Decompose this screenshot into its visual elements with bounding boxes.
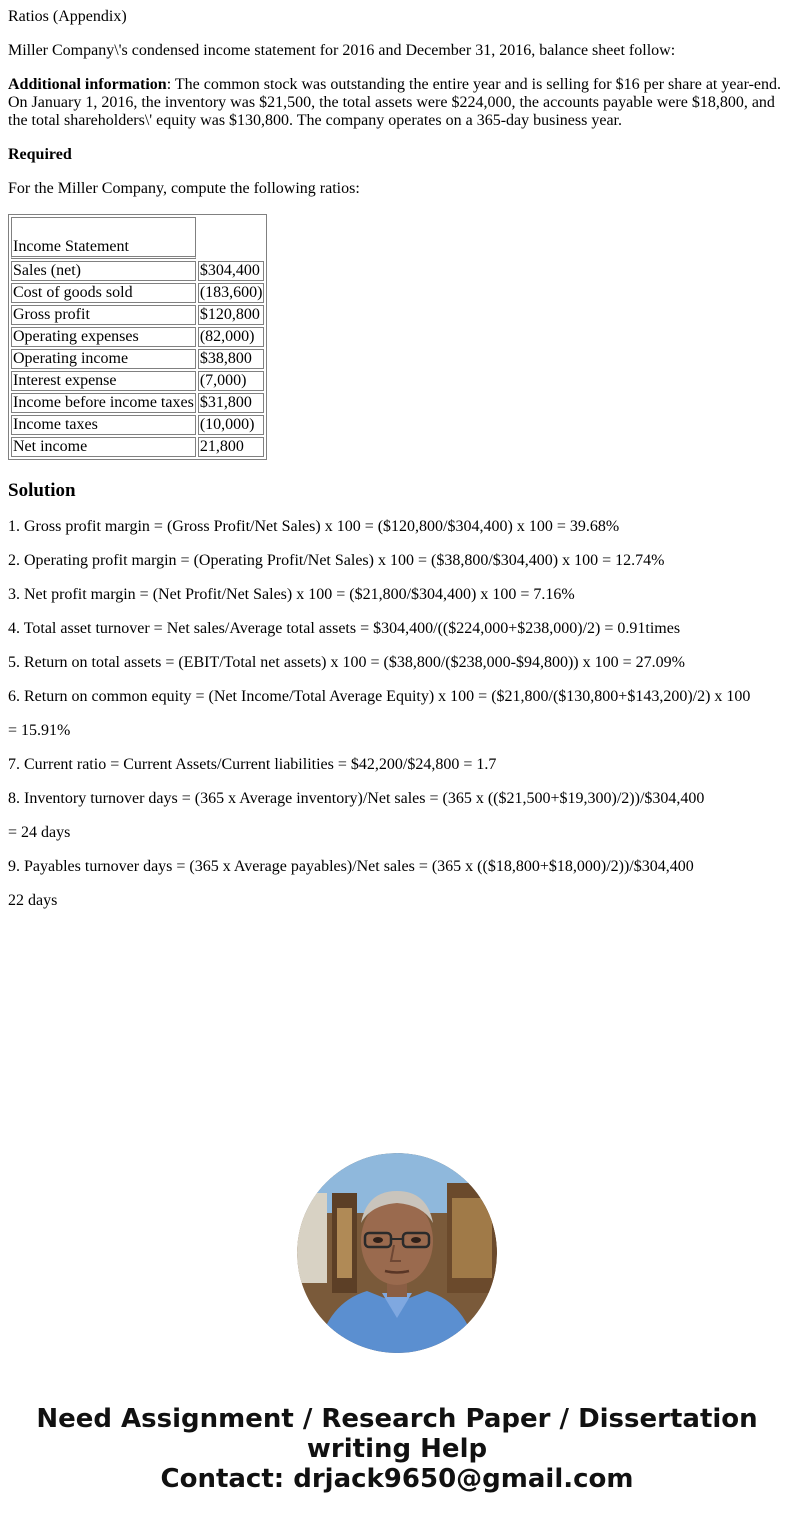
portrait-image [297, 1153, 497, 1353]
solution-line: 8. Inventory turnover days = (365 x Average inventory)/Net sales = (365 x (($21,500+$19,300)/2))/$304,400 [8, 790, 705, 807]
row-value: $304,400 [198, 261, 265, 281]
solution-line: 7. Current ratio = Current Assets/Current liabilities = $42,200/$24,800 = 1.7 [8, 756, 497, 773]
table-row [11, 261, 264, 281]
row-value: (82,000) [198, 327, 265, 347]
row-label: Operating income [11, 349, 196, 369]
page-title: Ratios (Appendix) [8, 8, 127, 25]
banner-line-1: Need Assignment / Research Paper / Dissertation [36, 1404, 758, 1434]
table-row [11, 349, 264, 369]
table-header: Income Statement [11, 217, 196, 259]
table-row [11, 327, 264, 347]
row-value: 21,800 [198, 437, 265, 457]
solution-line: 4. Total asset turnover = Net sales/Average total assets = $304,400/(($224,000+$238,000)/2) = 0.91times [8, 620, 681, 637]
row-value: (7,000) [198, 371, 265, 391]
row-label: Income before income taxes [13, 394, 194, 411]
tutor-photo [297, 1153, 497, 1353]
income-statement-table [8, 214, 267, 460]
row-value: $31,800 [198, 393, 265, 413]
document-body [8, 8, 788, 926]
solution-line: = 15.91% [8, 722, 71, 739]
row-label: Income taxes [11, 415, 196, 435]
required-heading: Required [8, 146, 72, 163]
solution-heading: Solution [8, 480, 76, 501]
solution-line: 3. Net profit margin = (Net Profit/Net Sales) x 100 = ($21,800/$304,400) x 100 = 7.16% [8, 586, 575, 603]
solution-line: = 24 days [8, 824, 71, 841]
solution-line: 6. Return on common equity = (Net Income/Total Average Equity) x 100 = ($21,800/($130,800+$143,200)/2) x 100 [8, 688, 751, 705]
row-label: Operating expenses [11, 327, 196, 347]
solution-line: 1. Gross profit margin = (Gross Profit/Net Sales) x 100 = ($120,800/$304,400) x 100 = 39.68% [8, 518, 620, 535]
table-row [11, 283, 264, 303]
row-value: (10,000) [198, 415, 265, 435]
instruction: For the Miller Company, compute the following ratios: [8, 180, 360, 197]
row-label: Interest expense [11, 371, 196, 391]
solution-line: 9. Payables turnover days = (365 x Average payables)/Net sales = (365 x (($18,800+$18,000)/2))/$304,400 [8, 858, 694, 875]
additional-information-label: Additional information [8, 76, 167, 93]
table-row [11, 305, 264, 325]
table-row [11, 437, 264, 457]
row-label: Sales (net) [11, 261, 196, 281]
row-label: Cost of goods sold [11, 283, 196, 303]
additional-information [8, 76, 788, 130]
solution-line: 5. Return on total assets = (EBIT/Total net assets) x 100 = ($38,800/($238,000-$94,800)) x 100 = 27.09% [8, 654, 685, 671]
table-header-row [11, 217, 264, 259]
banner-line-2: writing Help [306, 1434, 488, 1464]
row-label: Net income [11, 437, 196, 457]
solution-line: 2. Operating profit margin = (Operating Profit/Net Sales) x 100 = ($38,800/$304,400) x 100 = 12.74% [8, 552, 665, 569]
solution-line: 22 days [8, 892, 58, 909]
solution-section [8, 480, 788, 910]
table-row [11, 393, 264, 413]
banner-line-3: Contact: drjack9650@gmail.com [160, 1464, 634, 1494]
intro-paragraph: Miller Company\'s condensed income statement for 2016 and December 31, 2016, balance sheet follow: [8, 42, 676, 59]
row-value: $38,800 [198, 349, 265, 369]
additional-information-text: : The common stock was outstanding the entire year and is selling for $16 per share at year-end. On January 1, 2016, the inventory was $21,500, the total assets were $224,000, the accounts payable were $18,800, and the total shareholders\' equity was $130,800. The company operates on a 365-day business year. [8, 76, 781, 129]
table-row [11, 371, 264, 391]
contact-banner [0, 1404, 794, 1494]
table-row [11, 415, 264, 435]
row-value: (183,600) [199, 284, 263, 301]
row-value: $120,800 [198, 305, 265, 325]
row-label: Gross profit [11, 305, 196, 325]
